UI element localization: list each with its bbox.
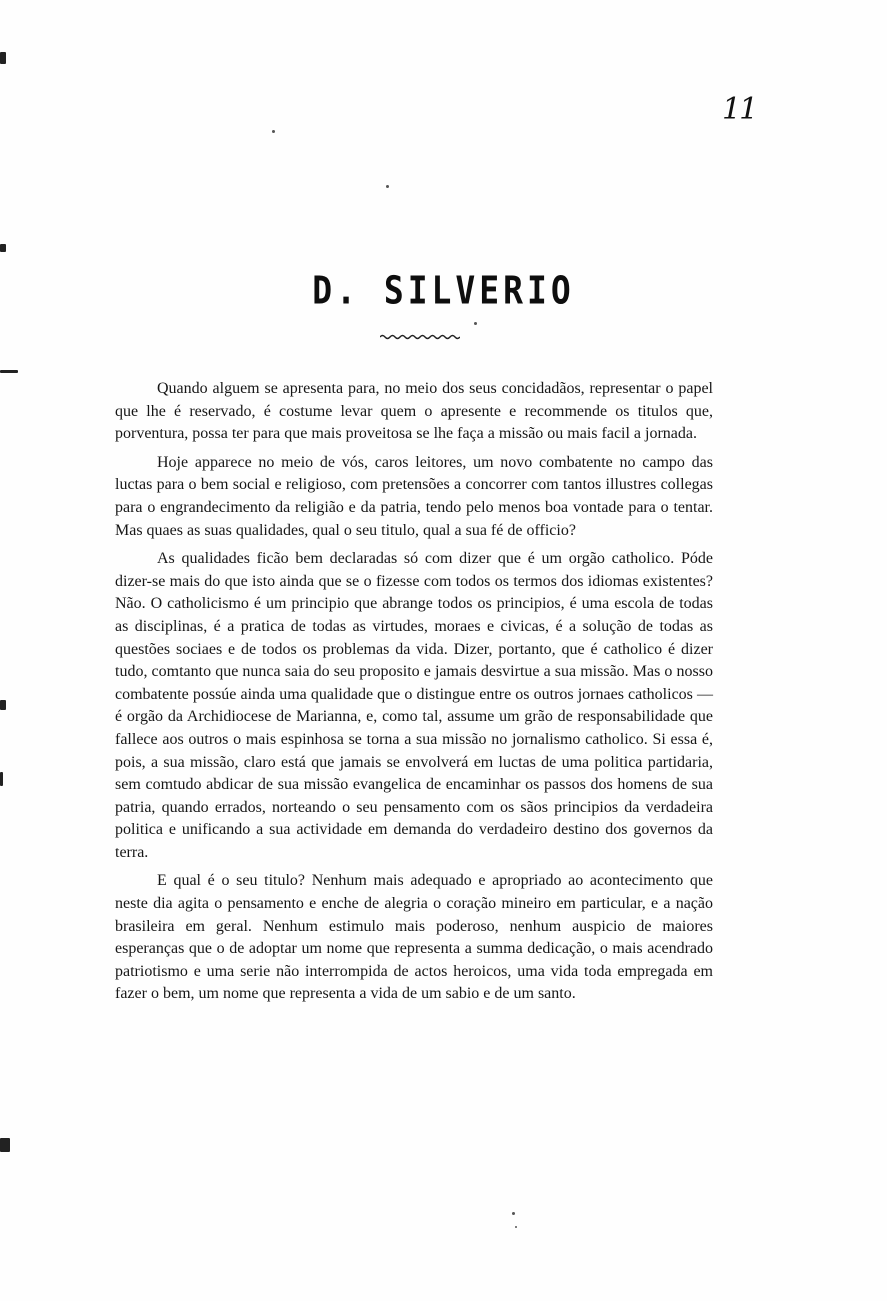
paragraph: Hoje apparece no meio de vós, caros leitores, um novo combatente no campo das luctas para o bem social e religioso, com pretensões a concorrer com tantos illustres collegas para o engrandecimento da religião e da patria, tendo pelo menos boa vontade para o tentar. Mas quaes as suas qualidades, qual o seu titulo, qual a sua fé de officio?	[115, 453, 713, 539]
binding-mark	[0, 244, 6, 252]
article-title: D. SILVERIO	[312, 268, 575, 313]
title-rule-ornament	[380, 334, 460, 340]
binding-mark	[0, 52, 6, 64]
article-body	[115, 378, 713, 1006]
paper-speck	[512, 1212, 515, 1215]
paper-speck	[386, 185, 389, 188]
paragraph: As qualidades ficão bem declaradas só com dizer que é um orgão catholico. Póde dizer-se mais do que isto ainda que se o fizesse com todos os termos dos idiomas existentes? Não. O catholicismo é um principio que abrange todos os principios, é uma escola de todas as disciplinas, é a pratica de todas as virtudes, moraes e civicas, é a solução de todas as questões sociaes e de todos os problemas da vida. Dizer, portanto, que é catholico é dizer tudo, comtanto que nunca saia do seu proposito e jamais desvirtue a sua missão. Mas o nosso combatente possúe ainda uma qualidade que o distingue entre os outros jornaes catholicos — é orgão da Archidiocese de Marianna, e, como tal, assume um grão de responsabilidade que fallece aos outros o mais espinhosa se torna a sua missão no jornalismo catholico. Si essa é, pois, a sua missão, claro está que jamais se envolverá em luctas de uma politica partidaria, sem comtudo abdicar de sua missão evangelica de encaminhar os passos dos homens de sua patria, quando errados, norteando o seu pensamento com os sãos principios da verdadeira politica e unificando a sua actividade em demanda do verdadeiro destino dos governos da terra.	[115, 550, 713, 861]
binding-mark	[0, 772, 3, 786]
paper-speck	[515, 1226, 517, 1228]
paragraph: Quando alguem se apresenta para, no meio dos seus concidadãos, representar o papel que lhe é reservado, é costume levar quem o apresente e recommende os titulos que, porventura, possa ter para que mais proveitosa se lhe faça a missão ou mais facil a jornada.	[115, 380, 713, 443]
binding-mark	[0, 370, 18, 373]
paragraph: E qual é o seu titulo? Nenhum mais adequado e apropriado ao acontecimento que neste dia agita o pensamento e enche de alegria o coração mineiro em particular, e a nação brasileira em geral. Nenhum estimulo mais poderoso, nenhum auspicio de maiores esperanças que o de adoptar um nome que representa a summa dedicação, o mais acendrado patriotismo e uma serie não interrompida de actos heroicos, uma vida toda empregada em fazer o bem, um nome que representa a vida de um sabio e de um santo.	[115, 872, 713, 1003]
paper-speck	[474, 322, 477, 325]
page-number: 11	[722, 92, 757, 127]
binding-mark	[0, 1138, 10, 1152]
binding-mark	[0, 700, 6, 710]
paper-speck	[272, 130, 275, 133]
